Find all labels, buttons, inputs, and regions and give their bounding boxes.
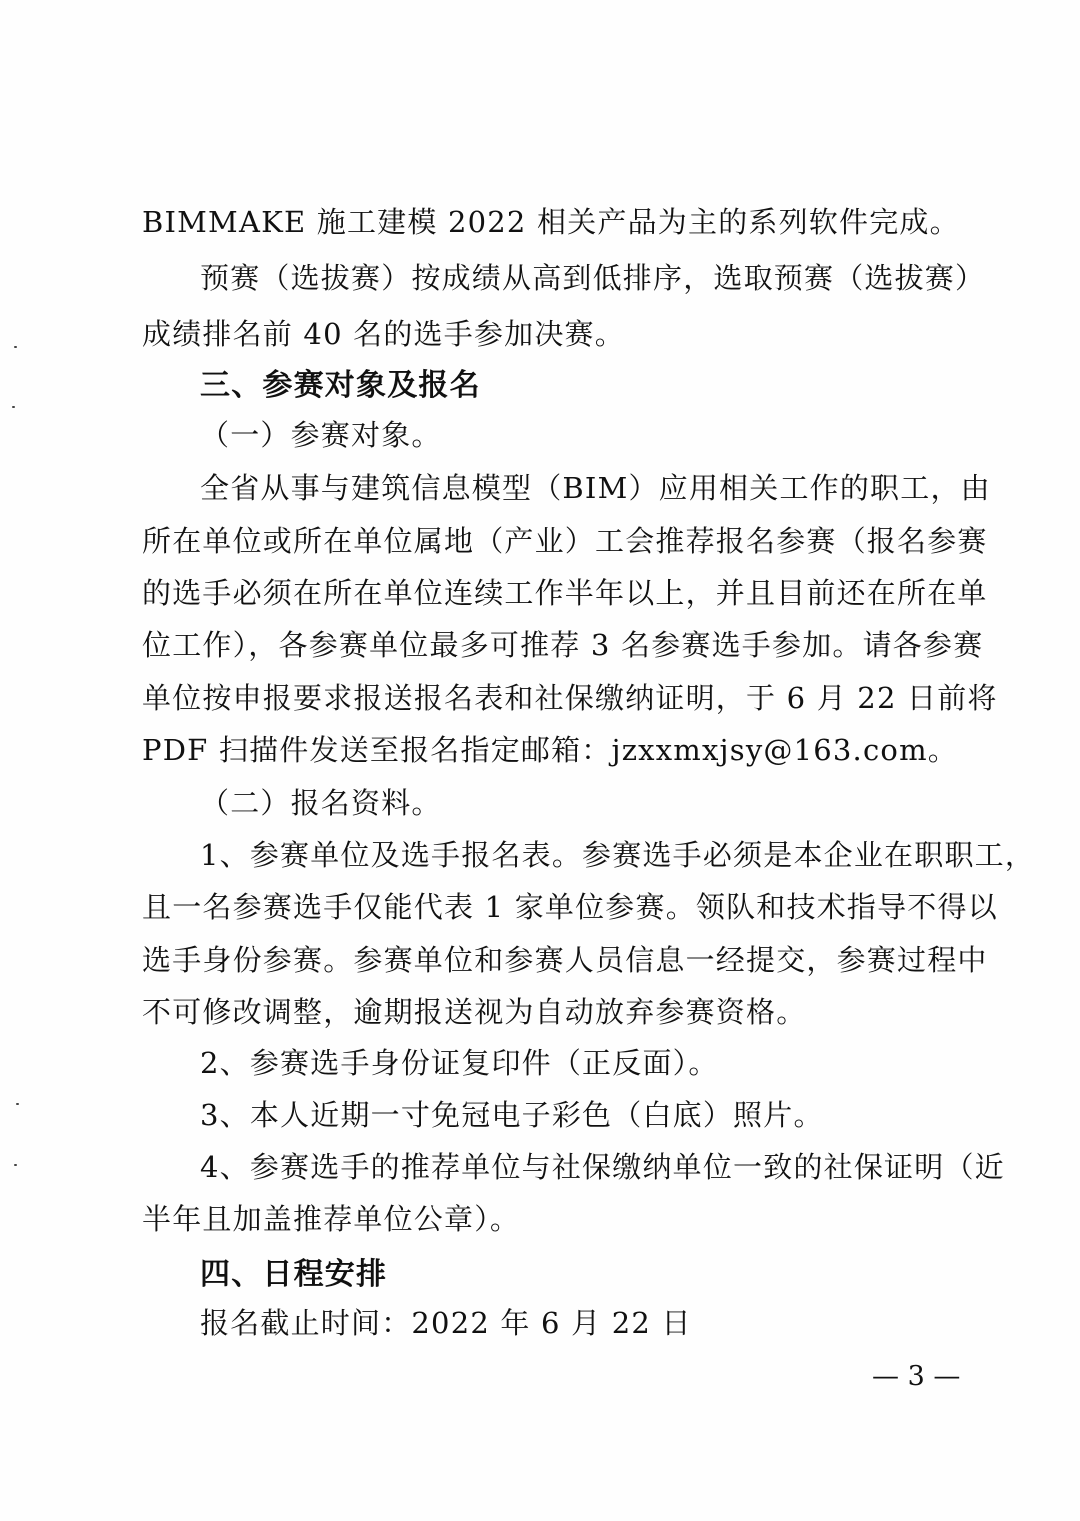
- body-line: 且一名参赛选手仅能代表 1 家单位参赛。领队和技术指导不得以: [142, 890, 998, 924]
- body-line: 所在单位或所在单位属地（产业）工会推荐报名参赛（报名参赛: [142, 524, 988, 558]
- subsection-heading: （二）报名资料。: [200, 786, 442, 820]
- body-line: 预赛（选拔赛）按成绩从高到低排序，选取预赛（选拔赛）: [200, 261, 986, 295]
- body-line: 的选手必须在所在单位连续工作半年以上，并且目前还在所在单: [142, 576, 988, 610]
- body-line: 全省从事与建筑信息模型（BIM）应用相关工作的职工，由: [200, 471, 991, 505]
- body-line: 成绩排名前 40 名的选手参加决赛。: [142, 317, 625, 351]
- body-line: 选手身份参赛。参赛单位和参赛人员信息一经提交，参赛过程中: [142, 943, 988, 977]
- list-item: 4、参赛选手的推荐单位与社保缴纳单位一致的社保证明（近: [200, 1150, 1005, 1184]
- body-line: 单位按申报要求报送报名表和社保缴纳证明，于 6 月 22 日前将: [142, 681, 998, 715]
- scan-speck: [16, 1103, 19, 1105]
- subsection-heading: （一）参赛对象。: [200, 418, 442, 452]
- body-line: BIMMAKE 施工建模 2022 相关产品为主的系列软件完成。: [142, 205, 960, 239]
- page-number: — 3 —: [872, 1361, 961, 1392]
- email-line: PDF 扫描件发送至报名指定邮箱：jzxxmxjsy@163.com。: [142, 733, 958, 767]
- scan-speck: [12, 406, 15, 408]
- scan-speck: [14, 1164, 17, 1166]
- body-line: 半年且加盖推荐单位公章）。: [142, 1202, 521, 1236]
- body-line: 报名截止时间：2022 年 6 月 22 日: [200, 1306, 692, 1340]
- scan-speck: [14, 346, 17, 348]
- section-heading: 四、日程安排: [200, 1257, 388, 1292]
- section-heading: 三、参赛对象及报名: [200, 368, 481, 403]
- body-line: 不可修改调整，逾期报送视为自动放弃参赛资格。: [142, 995, 807, 1029]
- body-line: 位工作），各参赛单位最多可推荐 3 名参赛选手参加。请各参赛: [142, 628, 984, 662]
- list-item: 1、参赛单位及选手报名表。参赛选手必须是本企业在职职工，: [200, 838, 1036, 872]
- list-item: 3、本人近期一寸免冠电子彩色（白底）照片。: [200, 1098, 824, 1132]
- list-item: 2、参赛选手身份证复印件（正反面）。: [200, 1046, 719, 1080]
